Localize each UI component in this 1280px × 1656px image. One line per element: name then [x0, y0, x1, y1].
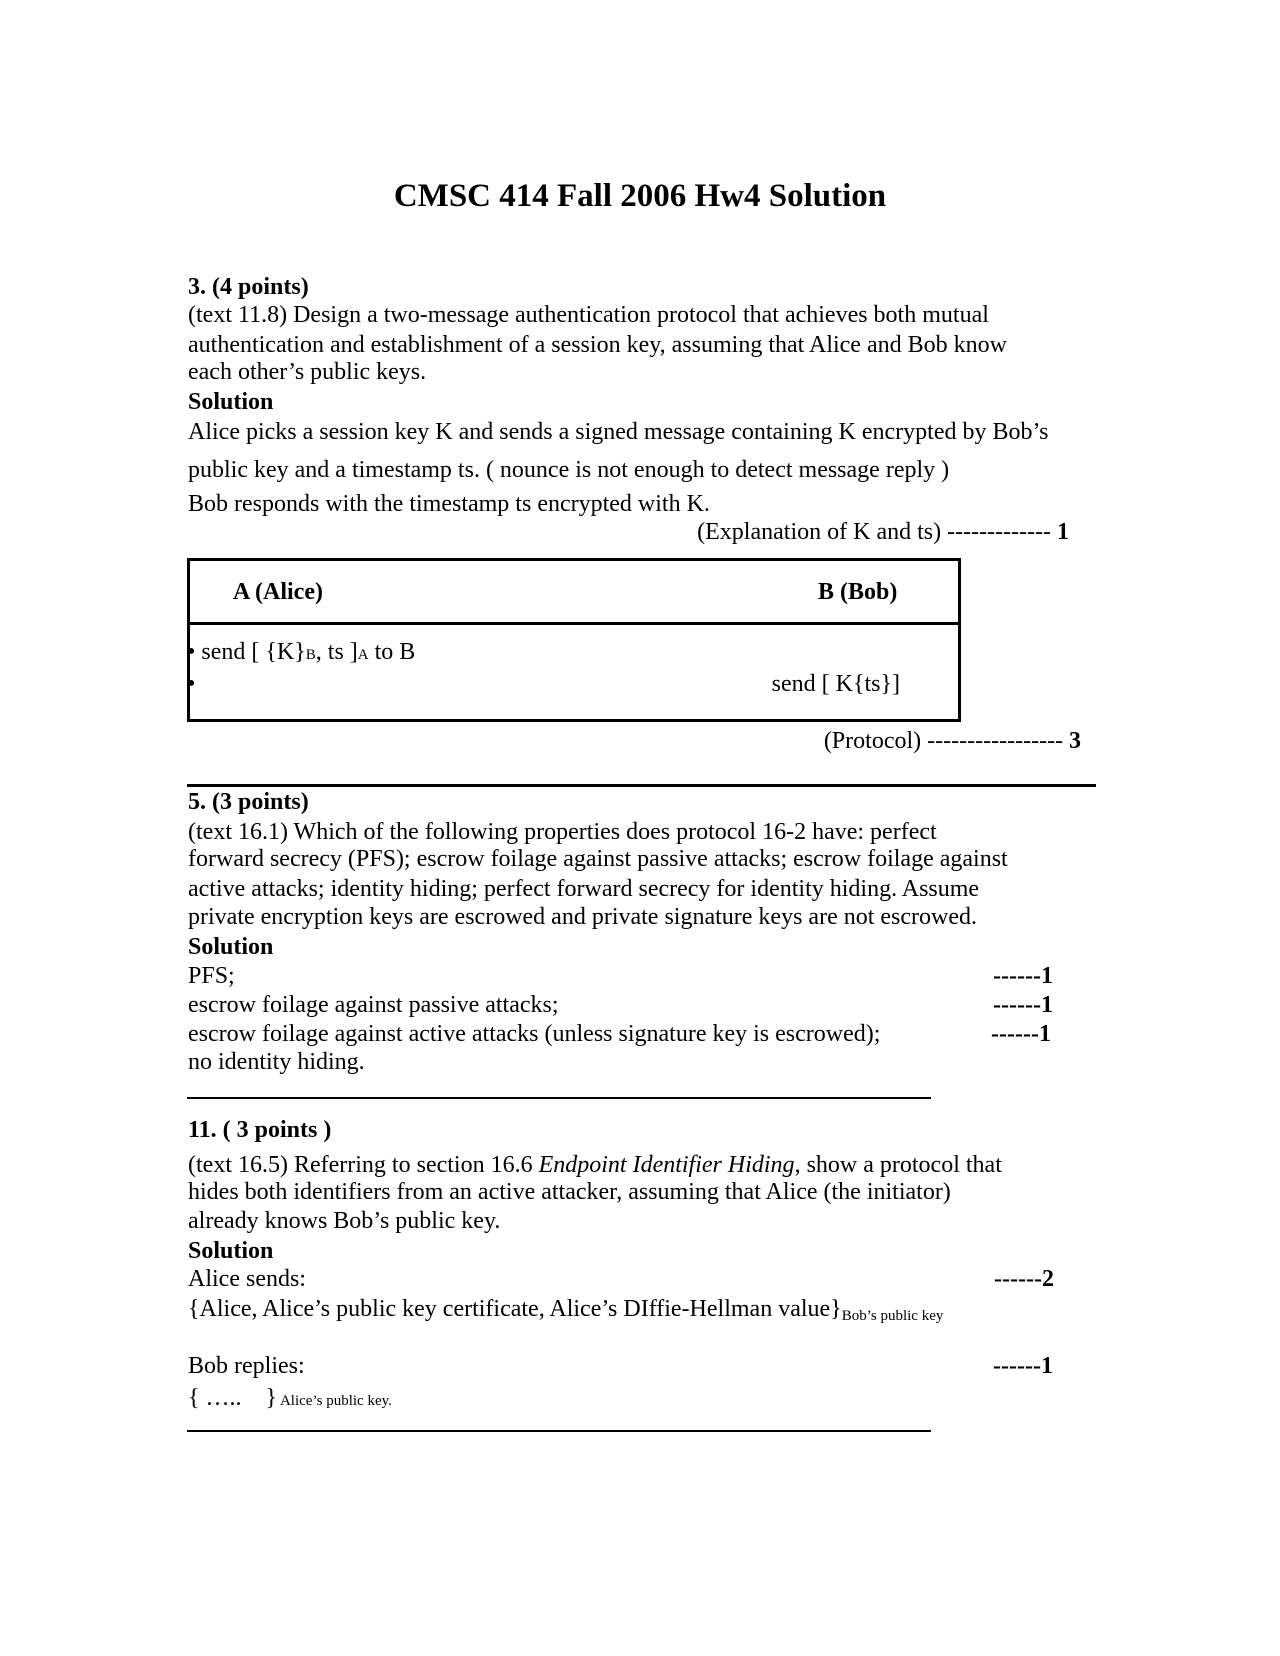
bob-message: { ….. } Alice’s public key. [188, 1385, 392, 1411]
protocol-score: (Protocol) ----------------- 3 [823, 728, 1081, 754]
explanation-score: (Explanation of K and ts) ------------- 1 [697, 519, 1069, 545]
answer-text: PFS; [188, 963, 235, 989]
bullet-icon: • [187, 671, 196, 697]
solution-text: Alice picks a session key K and sends a signed message containing K encrypted by Bob’s [188, 419, 1049, 445]
answer-score: ------1 [993, 992, 1053, 1018]
answer-text: no identity hiding. [188, 1049, 365, 1075]
page-title: CMSC 414 Fall 2006 Hw4 Solution [393, 178, 887, 214]
solution-text: public key and a timestamp ts. ( nounce is not enough to detect message reply ) [188, 457, 950, 483]
question-11-text: already knows Bob’s public key. [188, 1208, 501, 1234]
solution-label: Solution [188, 934, 274, 960]
solution-label: Solution [188, 1238, 274, 1264]
answer-text: escrow foilage against passive attacks; [188, 992, 559, 1018]
section-divider [187, 1097, 931, 1099]
question-11-text: (text 16.5) Referring to section 16.6 Endpoint Identifier Hiding, show a protocol that [188, 1152, 1002, 1178]
question-11-text: hides both identifiers from an active attacker, assuming that Alice (the initiator) [188, 1179, 951, 1205]
bob-score: ------1 [993, 1353, 1053, 1379]
protocol-step-2: send [ K{ts}] [771, 671, 900, 697]
alice-message: {Alice, Alice’s public key certificate, Alice’s DIffie-Hellman $value\}_{Bob’s public key}$ [188, 1296, 944, 1324]
question-3-text: authentication and establishment of a session key, assuming that Alice and Bob know [188, 332, 1007, 358]
answer-score: ------1 [993, 963, 1053, 989]
alice-score: ------2 [994, 1266, 1054, 1292]
question-5-heading: 5. (3 points) [188, 789, 309, 815]
question-3-text: each other’s public keys. [188, 359, 427, 385]
section-divider [187, 1430, 931, 1432]
question-5-text: forward secrecy (PFS); escrow foilage against passive attacks; escrow foilage against [188, 846, 1008, 872]
section-divider [187, 784, 1096, 787]
protocol-step-1: • send [ {K}B, ts ]A to B [187, 639, 416, 665]
bob-replies-label: Bob replies: [188, 1353, 305, 1379]
solution-text: Bob responds with the timestamp ts encrypted with K. [188, 491, 710, 517]
alice-sends-label: Alice sends: [188, 1266, 306, 1292]
column-alice: A (Alice) [233, 579, 323, 605]
column-bob: B (Bob) [818, 579, 898, 605]
answer-text: escrow foilage against active attacks (unless signature key is escrowed); [188, 1021, 881, 1047]
protocol-table [187, 558, 961, 722]
question-3-text: (text 11.8) Design a two-message authentication protocol that achieves both mutual [188, 302, 989, 328]
table-divider [190, 622, 958, 625]
question-5-text: private encryption keys are escrowed and private signature keys are not escrowed. [188, 904, 978, 930]
answer-score: ------1 [991, 1021, 1051, 1047]
bullet-icon: • [187, 639, 196, 665]
question-3-heading: 3. (4 points) [188, 274, 309, 300]
question-11-heading: 11. ( 3 points ) [188, 1117, 332, 1143]
question-5-text: active attacks; identity hiding; perfect forward secrecy for identity hiding. Assume [188, 876, 980, 902]
solution-label: Solution [188, 389, 274, 415]
question-5-text: (text 16.1) Which of the following properties does protocol 16-2 have: perfect [188, 819, 937, 845]
